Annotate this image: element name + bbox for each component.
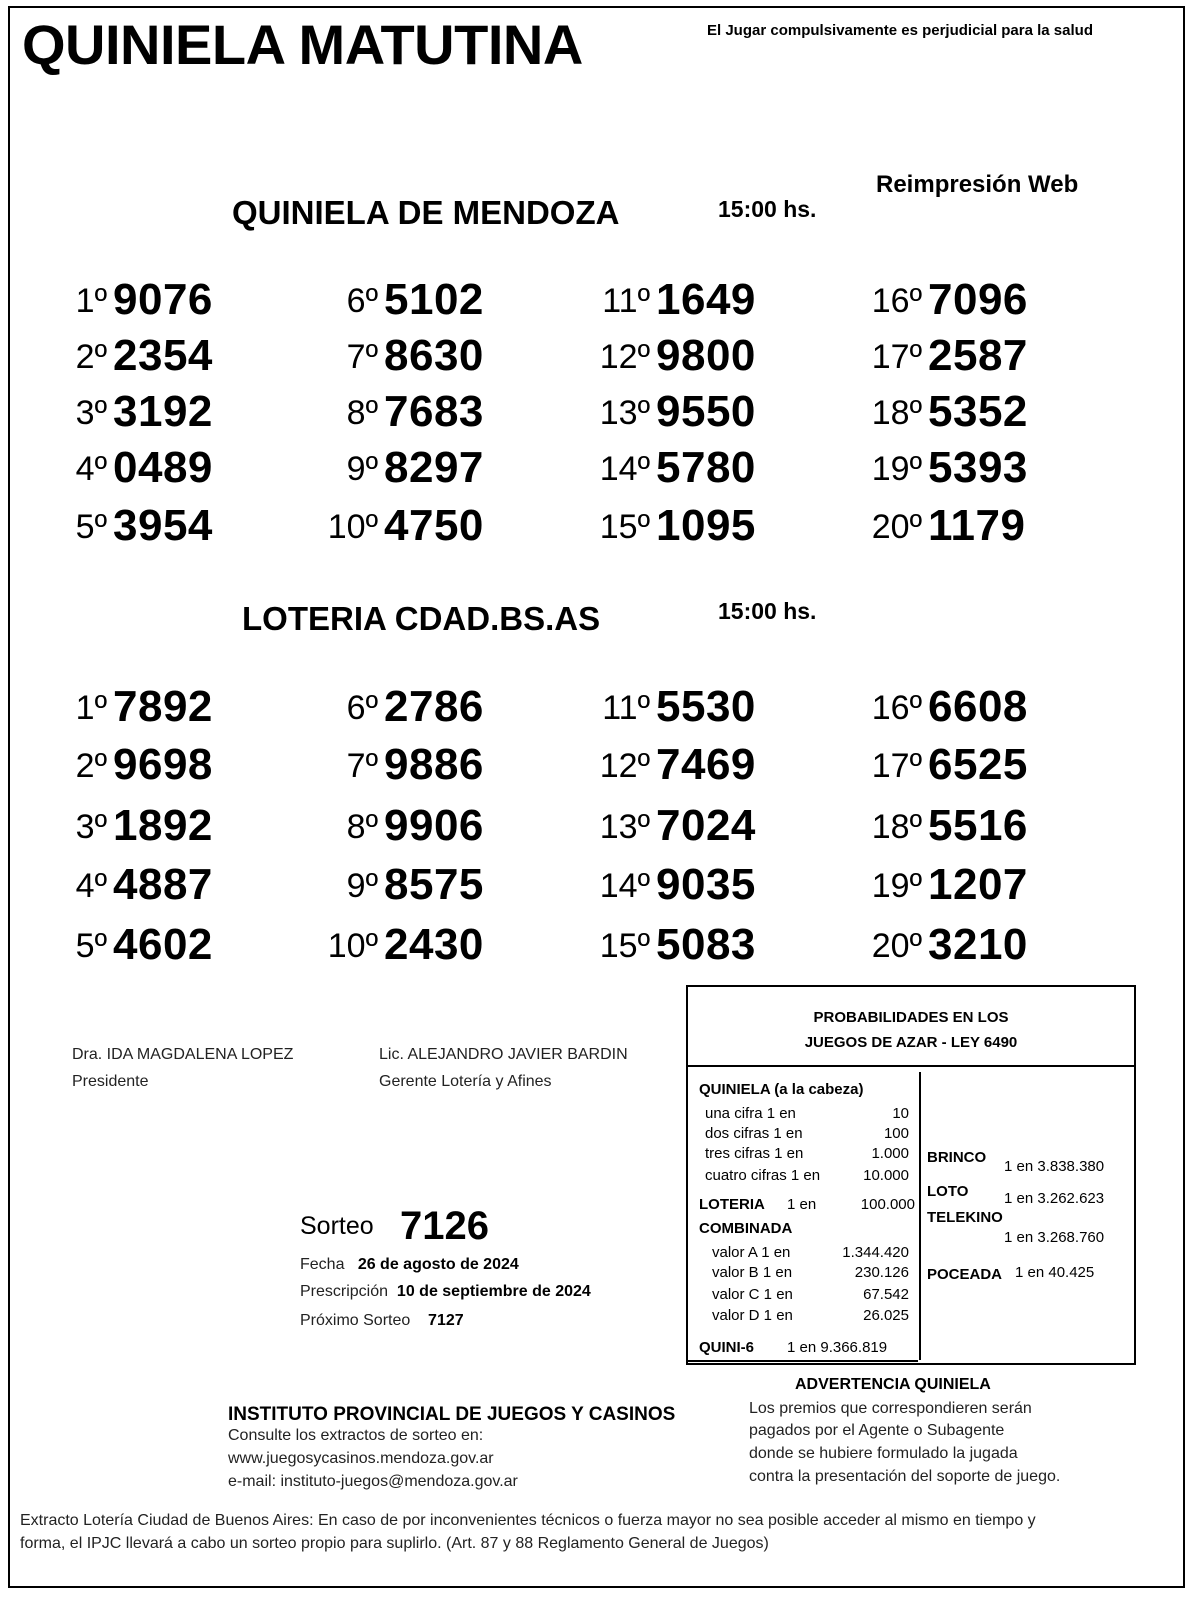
result-position: 10º [327,508,378,546]
result-position: 6º [346,282,378,320]
result-position: 12º [599,338,650,376]
result-number: 1207 [928,860,1028,909]
result-entry [75,275,213,325]
poceada-label: POCEADA [927,1266,1003,1283]
section-title-mendoza: QUINIELA DE MENDOZA [232,194,620,231]
brinco-label: BRINCO [927,1149,987,1166]
proximo-label: Próximo Sorteo [300,1312,411,1329]
result-position: 16º [871,282,922,320]
result-position: 15º [599,927,650,965]
result-number: 1095 [656,501,756,550]
combinada-head: COMBINADA [699,1220,793,1237]
reprint-label: Reimpresión Web [876,171,1079,198]
combinada-row-value: 67.542 [863,1286,909,1303]
result-number: 3210 [928,920,1028,969]
result-entry [75,501,213,551]
result-number: 7683 [384,387,484,436]
combinada-row-value: 1.344.420 [842,1244,909,1261]
institute-line-1: Consulte los extractos de sorteo en: [228,1427,484,1444]
result-entry [75,682,213,732]
result-entry [871,443,1028,493]
result-position: 14º [599,450,650,488]
result-number: 8575 [384,860,484,909]
result-number: 4750 [384,501,484,550]
quiniela-row-value: 10.000 [863,1167,909,1184]
result-position: 8º [346,808,378,846]
quini6-value: 1 en 9.366.819 [787,1339,888,1356]
combinada-row-value: 26.025 [863,1307,909,1324]
result-position: 20º [871,508,922,546]
result-entry [871,331,1028,381]
result-entry [327,501,484,551]
prescripcion-value: 10 de septiembre de 2024 [396,1283,591,1300]
result-entry [599,801,756,851]
result-entry [599,860,756,910]
result-entry [871,682,1028,732]
result-number: 5102 [384,275,484,324]
loto-value: 1 en 3.262.623 [1004,1190,1105,1207]
signer-1-role: Presidente [72,1073,149,1090]
proximo-value: 7127 [428,1312,464,1329]
sorteo-label: Sorteo [300,1212,374,1240]
loteria-en: 1 en [787,1196,817,1213]
result-entry [602,275,756,325]
result-entry [75,387,213,437]
loteria-value: 100.000 [860,1196,915,1213]
probabilities-divider [919,1072,921,1360]
advertencia-line-2: pagados por el Agente o Subagente [749,1422,1005,1439]
signer-2-role: Gerente Lotería y Afines [379,1073,552,1090]
quini6-label: QUINI-6 [699,1339,755,1356]
result-number: 5516 [928,801,1028,850]
fecha-label: Fecha [300,1256,345,1273]
combinada-row-label: valor B 1 en [712,1264,793,1281]
section-time-ciudad: 15:00 hs. [718,598,817,624]
result-entry [346,801,484,851]
sorteo-number: 7126 [400,1204,489,1248]
result-position: 9º [346,450,378,488]
result-entry [75,331,213,381]
signer-1-name: Dra. IDA MAGDALENA LOPEZ [72,1046,294,1063]
result-position: 6º [346,689,378,727]
result-entry [871,501,1026,551]
fecha-row [300,1256,519,1274]
result-position: 9º [346,867,378,905]
quiniela-row-label: una cifra 1 en [705,1105,796,1122]
combinada-row-value: 230.126 [854,1264,909,1281]
signer-2-name: Lic. ALEJANDRO JAVIER BARDIN [379,1046,628,1063]
result-entry [599,443,756,493]
result-number: 9800 [656,331,756,380]
quiniela-row-value: 1.000 [871,1145,909,1162]
result-number: 3192 [113,387,213,436]
result-entry [602,682,756,732]
result-number: 4887 [113,860,213,909]
result-number: 2354 [113,331,213,380]
result-entry [346,860,484,910]
result-entry [75,860,213,910]
probabilities-bottom-rule [686,1360,918,1362]
result-entry [599,740,756,790]
probabilities-title-1: PROBABILIDADES EN LOS [813,1009,1009,1026]
result-entry [327,920,484,970]
result-number: 9550 [656,387,756,436]
result-number: 7469 [656,740,756,789]
result-entry [346,331,484,381]
result-number: 9698 [113,740,213,789]
section-title-ciudad: LOTERIA CDAD.BS.AS [242,600,601,637]
result-entry [75,920,213,970]
advertencia-line-1: Los premios que correspondieren serán [749,1400,1032,1417]
result-entry [871,740,1028,790]
loteria-label: LOTERIA [699,1196,765,1213]
result-number: 2587 [928,331,1028,380]
result-number: 2786 [384,682,484,731]
health-warning: El Jugar compulsivamente es perjudicial para la salud [707,22,1093,39]
result-number: 9906 [384,801,484,850]
result-number: 6525 [928,740,1028,789]
advertencia-title: ADVERTENCIA QUINIELA [795,1376,991,1393]
institute-email: e-mail: instituto-juegos@mendoza.gov.ar [228,1473,518,1490]
result-entry [599,387,756,437]
result-position: 15º [599,508,650,546]
result-entry [599,331,756,381]
result-position: 5º [75,927,107,965]
result-entry [75,740,213,790]
institute-name: INSTITUTO PROVINCIAL DE JUEGOS Y CASINOS [228,1404,676,1425]
quiniela-row-label: dos cifras 1 en [705,1125,803,1142]
result-number: 3954 [113,501,213,550]
result-position: 2º [75,747,107,785]
result-number: 7024 [656,801,756,850]
poceada-value: 1 en 40.425 [1015,1264,1095,1281]
result-position: 18º [871,394,922,432]
result-position: 14º [599,867,650,905]
result-position: 13º [599,394,650,432]
result-number: 9886 [384,740,484,789]
result-number: 5530 [656,682,756,731]
result-number: 1179 [928,501,1026,550]
result-entry [871,275,1028,325]
result-position: 5º [75,508,107,546]
result-entry [346,387,484,437]
result-position: 7º [346,747,378,785]
result-position: 7º [346,338,378,376]
result-number: 6608 [928,682,1028,731]
advertencia-line-3: donde se hubiere formulado la jugada [749,1445,1018,1462]
result-entry [871,860,1028,910]
combinada-row-label: valor A 1 en [712,1244,791,1261]
result-position: 10º [327,927,378,965]
result-position: 19º [871,867,922,905]
page-title: QUINIELA MATUTINA [22,13,583,76]
result-number: 1649 [656,275,756,324]
combinada-row-label: valor D 1 en [712,1307,793,1324]
combinada-row-label: valor C 1 en [712,1286,793,1303]
result-number: 5083 [656,920,756,969]
result-position: 3º [75,808,107,846]
proximo-row [300,1312,464,1330]
result-entry [871,920,1028,970]
result-position: 13º [599,808,650,846]
result-number: 9035 [656,860,756,909]
result-entry [599,501,756,551]
result-position: 16º [871,689,922,727]
result-number: 0489 [113,443,213,492]
result-position: 12º [599,747,650,785]
result-number: 5780 [656,443,756,492]
result-entry [346,682,484,732]
footer-line-1: Extracto Lotería Ciudad de Buenos Aires: En caso de por inconvenientes técnicos o fuerza mayor no sea posible acceder al mismo en tiempo y [20,1512,1036,1529]
quiniela-row-label: tres cifras 1 en [705,1145,804,1162]
result-position: 17º [871,338,922,376]
probabilities-header [688,987,1134,1067]
result-position: 4º [75,450,107,488]
result-entry [75,443,213,493]
fecha-value: 26 de agosto de 2024 [357,1256,519,1273]
prescripcion-label: Prescripción [300,1283,389,1300]
result-number: 7892 [113,682,213,731]
result-position: 11º [602,282,650,320]
result-position: 19º [871,450,922,488]
result-number: 2430 [384,920,484,969]
quiniela-row-label: cuatro cifras 1 en [705,1167,821,1184]
result-position: 1º [75,282,107,320]
quiniela-head: QUINIELA (a la cabeza) [699,1081,864,1098]
result-number: 4602 [113,920,213,969]
result-number: 8630 [384,331,484,380]
quiniela-row-value: 10 [892,1105,909,1122]
result-entry [75,801,213,851]
telekino-label: TELEKINO [927,1209,1003,1226]
footer-line-2: forma, el IPJC llevará a cabo un sorteo propio para suplirlo. (Art. 87 y 88 Reglamento General de Juegos) [20,1535,769,1552]
section-time-mendoza: 15:00 hs. [718,196,817,222]
probabilities-title-2: JUEGOS DE AZAR - LEY 6490 [804,1034,1018,1051]
result-entry [346,275,484,325]
result-entry [346,443,484,493]
result-position: 11º [602,689,650,727]
quiniela-row-value: 100 [883,1125,909,1142]
result-position: 4º [75,867,107,905]
loto-label: LOTO [927,1183,969,1200]
institute-website: www.juegosycasinos.mendoza.gov.ar [228,1450,494,1467]
result-position: 8º [346,394,378,432]
prescripcion-row [300,1283,591,1301]
advertencia-line-4: contra la presentación del soporte de juego. [749,1468,1061,1485]
result-position: 2º [75,338,107,376]
telekino-value: 1 en 3.268.760 [1004,1229,1105,1246]
result-entry [599,920,756,970]
result-entry [346,740,484,790]
result-position: 18º [871,808,922,846]
result-entry [871,387,1028,437]
result-entry [871,801,1028,851]
result-position: 20º [871,927,922,965]
result-number: 5352 [928,387,1028,436]
result-position: 17º [871,747,922,785]
result-number: 7096 [928,275,1028,324]
result-number: 9076 [113,275,213,324]
result-number: 1892 [113,801,213,850]
result-position: 1º [75,689,107,727]
result-number: 8297 [384,443,484,492]
result-position: 3º [75,394,107,432]
result-number: 5393 [928,443,1028,492]
brinco-value: 1 en 3.838.380 [1004,1158,1105,1175]
